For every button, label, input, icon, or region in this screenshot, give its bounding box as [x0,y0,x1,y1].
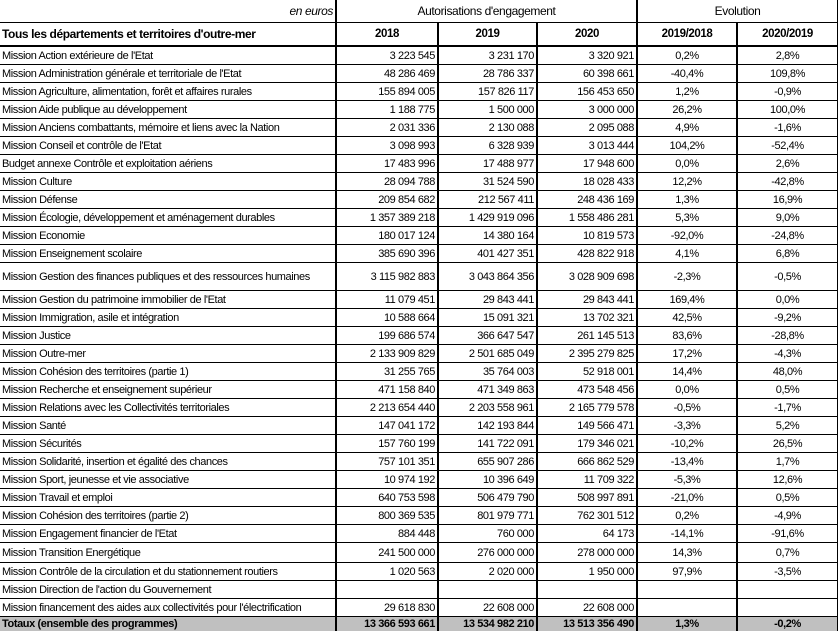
value-2019: 760 000 [438,525,537,543]
row-label: Mission Sport, jeunesse et vie associative [0,471,336,489]
evolution-2020-2019: 0,5% [737,381,838,399]
evolution-2019-2018: 104,2% [637,137,737,155]
value-2019: 506 479 790 [438,489,537,507]
row-label: Mission Justice [0,327,336,345]
evolution-2020-2019: -9,2% [737,309,838,327]
value-2019: 31 524 590 [438,173,537,191]
table-row [0,327,838,345]
value-2018: 640 753 598 [336,489,438,507]
evolution-2019-2018: 17,2% [637,345,737,363]
value-2019: 1 429 919 096 [438,209,537,227]
value-2019: 655 907 286 [438,453,537,471]
table-row [0,435,838,453]
value-2019: 141 722 091 [438,435,537,453]
table-row [0,65,838,83]
table-row [0,291,838,309]
evolution-2019-2018: 0,2% [637,507,737,525]
row-label: Mission Economie [0,227,336,245]
table-row [0,381,838,399]
value-2018: 157 760 199 [336,435,438,453]
total-2019: 13 534 982 210 [438,617,537,632]
evolution-2019-2018: 97,9% [637,563,737,581]
evolution-2020-2019: -42,8% [737,173,838,191]
value-2020: 11 709 322 [537,471,637,489]
row-label: Mission Gestion du patrimoine immobilier de l'Etat [0,291,336,309]
row-label: Mission Gestion des finances publiques et des ressources humaines [0,263,336,291]
value-2019: 17 488 977 [438,155,537,173]
value-2019: 2 130 088 [438,119,537,137]
evolution-2020-2019: -24,8% [737,227,838,245]
value-2020: 3 000 000 [537,101,637,119]
evolution-2020-2019: -4,9% [737,507,838,525]
evolution-2020-2019: 1,7% [737,453,838,471]
row-label: Mission Enseignement scolaire [0,245,336,263]
value-2020: 3 320 921 [537,46,637,65]
evolution-2020-2019: 48,0% [737,363,838,381]
value-2020 [537,581,637,599]
evolution-2019-2018: -10,2% [637,435,737,453]
evolution-2020-2019 [737,581,838,599]
value-2020: 64 173 [537,525,637,543]
evolution-2019-2018 [637,599,737,617]
value-2020: 2 165 779 578 [537,399,637,417]
evolution-2020-2019: 26,5% [737,435,838,453]
value-2018: 241 500 000 [336,543,438,563]
evolution-2019-2018: 1,3% [637,191,737,209]
header-row [0,23,838,47]
value-2020: 17 948 600 [537,155,637,173]
value-2019: 35 764 003 [438,363,537,381]
row-label: Mission Écologie, développement et aménagement durables [0,209,336,227]
value-2020: 278 000 000 [537,543,637,563]
evolution-2019-2018: -2,3% [637,263,737,291]
row-label: Mission Cohésion des territoires (partie 1) [0,363,336,381]
value-2018: 209 854 682 [336,191,438,209]
evolution-2020-2019: 0,5% [737,489,838,507]
table-row [0,525,838,543]
value-2019: 801 979 771 [438,507,537,525]
evolution-2020-2019: 2,6% [737,155,838,173]
table-row [0,191,838,209]
table-row [0,507,838,525]
value-2018: 3 115 982 883 [336,263,438,291]
evolution-2020-2019: -1,7% [737,399,838,417]
value-2019: 2 501 685 049 [438,345,537,363]
evolution-2020-2019: -0,5% [737,263,838,291]
evolution-2020-2019: 2,8% [737,46,838,65]
evolution-2019-2018: -21,0% [637,489,737,507]
value-2020: 156 453 650 [537,83,637,101]
value-2019: 157 826 117 [438,83,537,101]
value-2018: 800 369 535 [336,507,438,525]
row-label: Mission Travail et emploi [0,489,336,507]
total-evo-2: -0,2% [737,617,838,632]
value-2019: 22 608 000 [438,599,537,617]
row-label: Mission Santé [0,417,336,435]
table-row [0,173,838,191]
table-row [0,417,838,435]
table-row [0,309,838,327]
table-row [0,471,838,489]
evolution-2019-2018: 26,2% [637,101,737,119]
value-2020: 1 558 486 281 [537,209,637,227]
evolution-2019-2018: -92,0% [637,227,737,245]
evolution-2019-2018: 4,9% [637,119,737,137]
value-2020: 60 398 661 [537,65,637,83]
group-evolution: Evolution [637,0,838,23]
value-2019 [438,581,537,599]
value-2020: 261 145 513 [537,327,637,345]
evolution-2020-2019: 5,2% [737,417,838,435]
col-2020: 2020 [537,23,637,47]
table-row [0,101,838,119]
row-label: Mission Contrôle de la circulation et du stationnement routiers [0,563,336,581]
evolution-2019-2018: -5,3% [637,471,737,489]
value-2019: 3 043 864 356 [438,263,537,291]
evolution-2020-2019: 12,6% [737,471,838,489]
total-evo-1: 1,3% [637,617,737,632]
value-2020: 428 822 918 [537,245,637,263]
value-2020: 52 918 001 [537,363,637,381]
table-row [0,563,838,581]
evolution-2019-2018: 42,5% [637,309,737,327]
evolution-2019-2018: 0,0% [637,381,737,399]
row-label: Mission Conseil et contrôle de l'Etat [0,137,336,155]
value-2020: 508 997 891 [537,489,637,507]
table-row [0,543,838,563]
value-2020: 179 346 021 [537,435,637,453]
table-row [0,227,838,245]
value-2018: 48 286 469 [336,65,438,83]
value-2020: 666 862 529 [537,453,637,471]
row-label: Mission Culture [0,173,336,191]
value-2019: 15 091 321 [438,309,537,327]
value-2018: 199 686 574 [336,327,438,345]
value-2019: 14 380 164 [438,227,537,245]
evolution-2019-2018: 83,6% [637,327,737,345]
row-label: Mission Aide publique au développement [0,101,336,119]
row-label: Mission Anciens combattants, mémoire et liens avec la Nation [0,119,336,137]
table-row [0,581,838,599]
evolution-2020-2019: 9,0% [737,209,838,227]
value-2020: 18 028 433 [537,173,637,191]
evolution-2020-2019 [737,599,838,617]
table-row [0,245,838,263]
col-evo-2019-2018: 2019/2018 [637,23,737,47]
row-label: Mission Recherche et enseignement supérieur [0,381,336,399]
value-2019: 276 000 000 [438,543,537,563]
value-2018: 471 158 840 [336,381,438,399]
row-label: Mission Défense [0,191,336,209]
evolution-2020-2019: 109,8% [737,65,838,83]
total-2018: 13 366 593 661 [336,617,438,632]
total-label: Totaux (ensemble des programmes) [0,617,336,632]
total-row [0,617,838,632]
evolution-2020-2019: -91,6% [737,525,838,543]
value-2018: 2 031 336 [336,119,438,137]
value-2018: 17 483 996 [336,155,438,173]
evolution-2020-2019: -4,3% [737,345,838,363]
value-2019: 29 843 441 [438,291,537,309]
value-2019: 366 647 547 [438,327,537,345]
evolution-2020-2019: -3,5% [737,563,838,581]
evolution-2019-2018: 169,4% [637,291,737,309]
col-2019: 2019 [438,23,537,47]
value-2018: 1 188 775 [336,101,438,119]
value-2018: 1 020 563 [336,563,438,581]
total-2020: 13 513 356 490 [537,617,637,632]
value-2020: 22 608 000 [537,599,637,617]
value-2018: 180 017 124 [336,227,438,245]
value-2018: 147 041 172 [336,417,438,435]
col-evo-2020-2019: 2020/2019 [737,23,838,47]
row-label: Mission Immigration, asile et intégration [0,309,336,327]
value-2018: 11 079 451 [336,291,438,309]
row-label: Mission Administration générale et territoriale de l'Etat [0,65,336,83]
value-2018: 29 618 830 [336,599,438,617]
evolution-2019-2018: 0,0% [637,155,737,173]
value-2020: 762 301 512 [537,507,637,525]
evolution-2020-2019: 0,0% [737,291,838,309]
evolution-2020-2019: -0,9% [737,83,838,101]
table-row [0,155,838,173]
row-label: Mission Relations avec les Collectivités territoriales [0,399,336,417]
unit-label: en euros [0,0,336,23]
value-2020: 29 843 441 [537,291,637,309]
evolution-2019-2018 [637,581,737,599]
evolution-2020-2019: -52,4% [737,137,838,155]
value-2018: 2 133 909 829 [336,345,438,363]
value-2018: 884 448 [336,525,438,543]
value-2018: 2 213 654 440 [336,399,438,417]
value-2019: 401 427 351 [438,245,537,263]
evolution-2019-2018: 14,4% [637,363,737,381]
row-label: Mission Transition Energétique [0,543,336,563]
col-2018: 2018 [336,23,438,47]
value-2018 [336,581,438,599]
header-group-row [0,0,838,23]
table-row [0,453,838,471]
row-label: Budget annexe Contrôle et exploitation aériens [0,155,336,173]
value-2018: 31 255 765 [336,363,438,381]
table-row [0,363,838,381]
evolution-2019-2018: 12,2% [637,173,737,191]
evolution-2020-2019: 6,8% [737,245,838,263]
evolution-2019-2018: -40,4% [637,65,737,83]
value-2020: 3 013 444 [537,137,637,155]
row-label: Mission Agriculture, alimentation, forêt et affaires rurales [0,83,336,101]
value-2019: 142 193 844 [438,417,537,435]
evolution-2020-2019: 0,7% [737,543,838,563]
value-2019: 10 396 649 [438,471,537,489]
row-label: Mission financement des aides aux collectivités pour l'électrification [0,599,336,617]
evolution-2019-2018: -14,1% [637,525,737,543]
value-2020: 248 436 169 [537,191,637,209]
table-row [0,345,838,363]
scope-header: Tous les départements et territoires d'outre-mer [0,23,336,47]
value-2019: 2 203 558 961 [438,399,537,417]
value-2018: 155 894 005 [336,83,438,101]
value-2019: 3 231 170 [438,46,537,65]
value-2020: 10 819 573 [537,227,637,245]
row-label: Mission Engagement financier de l'Etat [0,525,336,543]
row-label: Mission Outre-mer [0,345,336,363]
value-2018: 10 588 664 [336,309,438,327]
evolution-2019-2018: -3,3% [637,417,737,435]
evolution-2019-2018: -13,4% [637,453,737,471]
group-autorisations: Autorisations d'engagement [336,0,637,23]
value-2020: 1 950 000 [537,563,637,581]
value-2018: 1 357 389 218 [336,209,438,227]
value-2018: 3 223 545 [336,46,438,65]
evolution-2019-2018: 5,3% [637,209,737,227]
evolution-2020-2019: 100,0% [737,101,838,119]
table-row [0,599,838,617]
row-label: Mission Solidarité, insertion et égalité des chances [0,453,336,471]
table-row [0,209,838,227]
value-2020: 3 028 909 698 [537,263,637,291]
row-label: Mission Direction de l'action du Gouvernement [0,581,336,599]
value-2020: 13 702 321 [537,309,637,327]
evolution-2020-2019: -28,8% [737,327,838,345]
table-row [0,119,838,137]
value-2018: 10 974 192 [336,471,438,489]
evolution-2020-2019: -1,6% [737,119,838,137]
value-2018: 757 101 351 [336,453,438,471]
evolution-2019-2018: -0,5% [637,399,737,417]
value-2019: 6 328 939 [438,137,537,155]
value-2018: 385 690 396 [336,245,438,263]
evolution-2020-2019: 16,9% [737,191,838,209]
value-2020: 473 548 456 [537,381,637,399]
value-2019: 212 567 411 [438,191,537,209]
value-2019: 1 500 000 [438,101,537,119]
evolution-2019-2018: 0,2% [637,46,737,65]
value-2019: 2 020 000 [438,563,537,581]
row-label: Mission Sécurités [0,435,336,453]
row-label: Mission Action extérieure de l'Etat [0,46,336,65]
row-label: Mission Cohésion des territoires (partie 2) [0,507,336,525]
value-2020: 149 566 471 [537,417,637,435]
table-row [0,83,838,101]
value-2020: 2 095 088 [537,119,637,137]
value-2019: 28 786 337 [438,65,537,83]
evolution-2019-2018: 1,2% [637,83,737,101]
value-2018: 3 098 993 [336,137,438,155]
value-2018: 28 094 788 [336,173,438,191]
value-2019: 471 349 863 [438,381,537,399]
table-row [0,399,838,417]
table-row [0,46,838,65]
evolution-2019-2018: 4,1% [637,245,737,263]
evolution-2019-2018: 14,3% [637,543,737,563]
table-row [0,137,838,155]
value-2020: 2 395 279 825 [537,345,637,363]
table-row [0,263,838,291]
table-row [0,489,838,507]
